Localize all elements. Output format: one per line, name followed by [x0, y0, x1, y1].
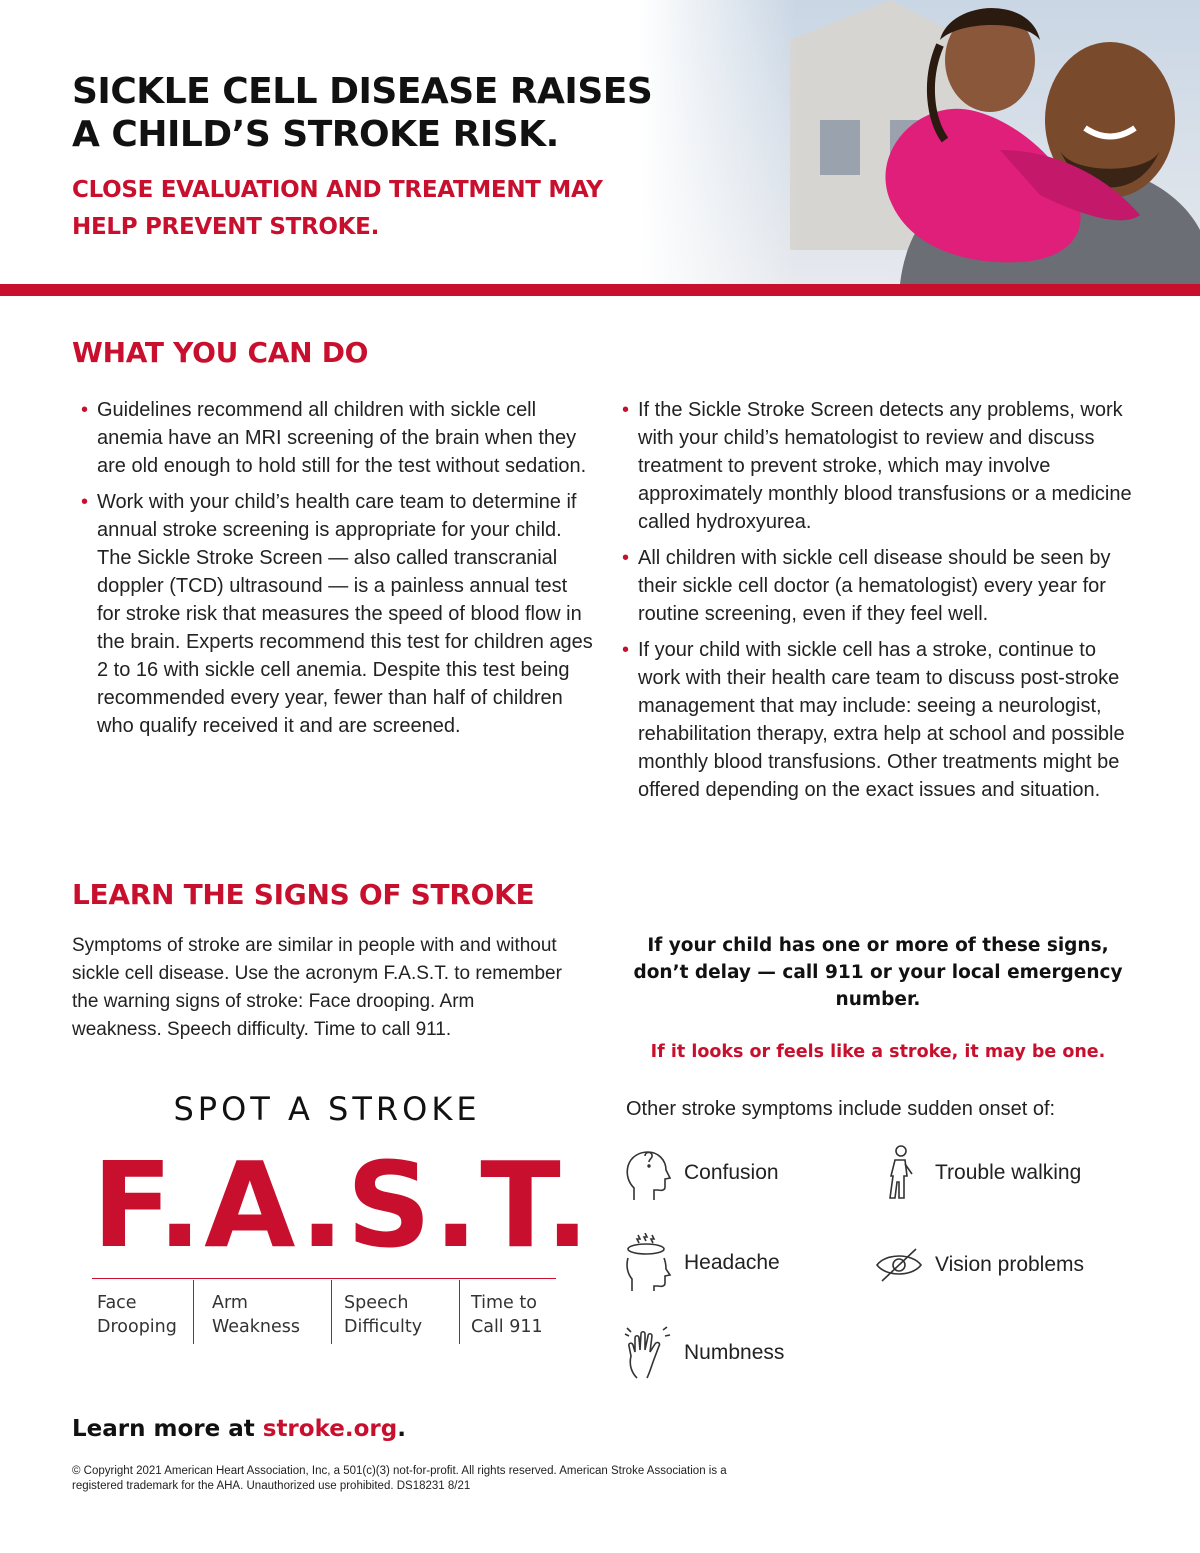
- symptom-headache: [622, 1234, 780, 1292]
- hand-tingle-icon: [622, 1324, 674, 1382]
- list-item: • All children with sickle cell disease should be seen by their sickle cell doctor (a hematologist) every year for routine screening, even if they feel well.: [614, 544, 1134, 628]
- left-bullet-list: [73, 396, 593, 748]
- subhead-line-1: CLOSE EVALUATION AND TREATMENT MAY: [72, 177, 603, 203]
- fast-col-line: Time to: [471, 1293, 537, 1313]
- list-item: • If the Sickle Stroke Screen detects any problems, work with your child’s hematologist to review and discuss treatment to prevent stroke, which may involve approximately monthly blood transfusions or a medicine called hydroxyurea.: [614, 396, 1134, 536]
- list-item: • Guidelines recommend all children with sickle cell anemia have an MRI screening of the brain when they are old enough to hold still for the test without sedation.: [73, 396, 593, 480]
- fast-col-line: Speech: [344, 1293, 409, 1313]
- fast-col-line: Arm: [212, 1293, 248, 1313]
- head-pain-icon: [622, 1234, 674, 1292]
- section-title-learn-signs: LEARN THE SIGNS OF STROKE: [72, 878, 535, 911]
- spot-a-stroke-heading: SPOT A STROKE: [173, 1090, 481, 1128]
- fast-divider: [92, 1278, 556, 1279]
- learn-more: [72, 1416, 406, 1442]
- list-item: • Work with your child’s health care team to determine if annual stroke screening is appropriate for your child. The Sickle Stroke Screen — also called transcranial doppler (TCD) ultrasound — is a painless annual test for stroke risk that measures the speed of blood flow in the brain. Experts recommend this test for children ages 2 to 16 with sickle cell anemia. Despite this test being recommended every year, fewer than half of children who qualify received it and are screened.: [73, 488, 593, 740]
- learn-more-suffix: .: [397, 1416, 406, 1442]
- symptom-label: Vision problems: [935, 1253, 1085, 1276]
- symptom-numbness: [622, 1324, 784, 1382]
- walking-person-icon: [873, 1144, 925, 1202]
- fast-col-speech: [331, 1280, 459, 1344]
- page-headline: [72, 70, 712, 156]
- fast-col-time: [459, 1280, 559, 1344]
- fast-col-line: Drooping: [97, 1317, 177, 1337]
- page-subhead: [72, 172, 672, 246]
- fast-col-line: Face: [97, 1293, 137, 1313]
- headline-line-2: A CHILD’S STROKE RISK.: [72, 114, 559, 155]
- symptom-confusion: [622, 1144, 779, 1202]
- symptom-label: Confusion: [684, 1161, 779, 1184]
- copyright-notice: © Copyright 2021 American Heart Association, Inc, a 501(c)(3) not-for-profit. All rights reserved. American Stroke Association is a registered trademark for the AHA. Unauthorized use prohibited. DS18231 8/21: [72, 1465, 727, 1492]
- fast-col-arm: [193, 1280, 331, 1344]
- subhead-line-2: HELP PREVENT STROKE.: [72, 214, 380, 240]
- fast-acronym: F.A.S.T.: [92, 1136, 592, 1274]
- stroke-org-link[interactable]: stroke.org: [262, 1416, 398, 1442]
- hero-photo: [640, 0, 1200, 284]
- head-question-icon: [622, 1144, 674, 1202]
- symptom-trouble-walking: [873, 1144, 1081, 1202]
- fast-col-line: Weakness: [212, 1317, 300, 1337]
- symptom-label: Trouble walking: [935, 1161, 1082, 1184]
- signs-intro: Symptoms of stroke are similar in people with and without sickle cell disease. Use the acronym F.A.S.T. to remember the warning signs of stroke: Face drooping. Arm weakness. Speech difficulty. Time to call 911.: [72, 935, 562, 1040]
- urgent-message: If your child has one or more of these signs, don’t delay — call 911 or your local emergency number.: [633, 935, 1123, 1010]
- eye-slash-icon: [873, 1236, 925, 1294]
- list-item: • If your child with sickle cell has a stroke, continue to work with their health care team to discuss post-stroke management that may include: seeing a neurologist, rehabilitation therapy, extra help at school and possible monthly blood transfusions. Other treatments might be offered depending on the exact issues and situation.: [614, 636, 1134, 804]
- fast-col-line: Difficulty: [344, 1317, 423, 1337]
- fast-col-face: [91, 1280, 193, 1344]
- fast-col-line: Call 911: [471, 1317, 543, 1337]
- symptom-label: Numbness: [684, 1341, 785, 1364]
- other-symptoms-intro: Other stroke symptoms include sudden onset of:: [626, 1098, 1056, 1120]
- section-title-what-you-can-do: WHAT YOU CAN DO: [72, 336, 369, 369]
- learn-more-prefix: Learn more at: [72, 1416, 263, 1442]
- right-bullet-list: [614, 396, 1134, 812]
- stroke-tagline: If it looks or feels like a stroke, it may be one.: [650, 1042, 1106, 1062]
- headline-line-1: SICKLE CELL DISEASE RAISES: [72, 71, 653, 112]
- header-red-rule: [0, 284, 1200, 296]
- symptom-label: Headache: [684, 1251, 780, 1274]
- symptom-vision-problems: [873, 1236, 1084, 1294]
